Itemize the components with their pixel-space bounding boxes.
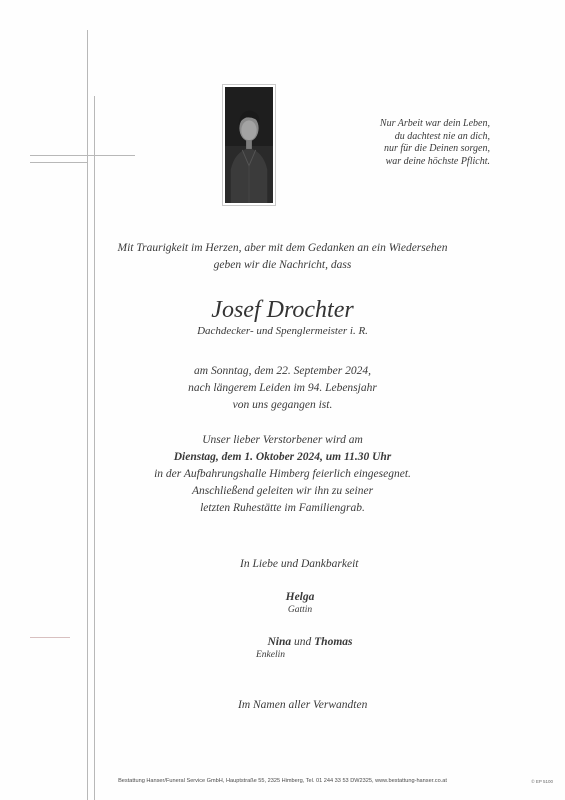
mourner-names (250, 635, 370, 649)
signoff: In Liebe und Dankbarkeit (240, 558, 359, 570)
death-line: nach längerem Leiden im 94. Lebensjahr (188, 382, 377, 394)
funeral-line: Anschließend geleiten wir ihn zu seiner (191, 485, 374, 497)
mourner-nina-thomas (250, 635, 370, 661)
death-notice (0, 363, 565, 414)
death-line: von uns gegangen ist. (232, 399, 333, 411)
intro-line: Mit Traurigkeit im Herzen, aber mit dem Gedanken an ein Wiedersehen (117, 242, 448, 254)
mourner-name: Nina (267, 636, 292, 648)
quote-verse (330, 118, 490, 168)
mourner-helga (270, 590, 330, 616)
mourner-relation: Enkelin (256, 650, 286, 660)
mourner-conjunction: und (294, 636, 312, 648)
quote-line: du dachtest nie an dich, (394, 130, 490, 142)
funeral-home-footer: Bestattung Hanser/Funeral Service GmbH, Hauptstraße 55, 2325 Himberg, Tel. 01 244 33 53 DW2325, www.bestattung-hanser.co.at (118, 778, 447, 784)
cross-horizontal-line (30, 155, 135, 156)
mourner-name: Helga (285, 591, 315, 603)
quote-line: war deine höchste Pflicht. (385, 155, 490, 167)
form-code: © EP 5100 (531, 779, 553, 784)
mourner-name: Thomas (314, 636, 353, 648)
deceased-block (0, 296, 565, 339)
funeral-line: letzten Ruhestätte im Familiengrab. (200, 502, 365, 514)
portrait-photo (222, 84, 276, 206)
cross-horizontal-line-secondary (30, 162, 87, 163)
quote-line: Nur Arbeit war dein Leben, (379, 118, 490, 129)
portrait-image (225, 87, 273, 203)
funeral-line: in der Aufbahrungshalle Himberg feierlich eingesegnet. (154, 468, 411, 480)
cross-vertical-line (87, 30, 88, 800)
deceased-name: Josef Drochter (211, 297, 354, 323)
funeral-line: Unser lieber Verstorbener wird am (202, 434, 363, 446)
intro-line: geben wir die Nachricht, dass (213, 259, 352, 271)
announcement-intro (0, 240, 565, 274)
quote-line: nur für die Deinen sorgen, (383, 143, 490, 154)
funeral-date-time: Dienstag, dem 1. Oktober 2024, um 11.30 Uhr (173, 451, 392, 463)
death-line: am Sonntag, dem 22. September 2024, (194, 365, 371, 377)
deceased-occupation: Dachdecker- und Spenglermeister i. R. (197, 325, 368, 337)
funeral-details (0, 432, 565, 517)
relatives-line: Im Namen aller Verwandten (238, 699, 368, 711)
margin-mark (30, 637, 70, 638)
mourner-relation: Gattin (287, 605, 313, 615)
